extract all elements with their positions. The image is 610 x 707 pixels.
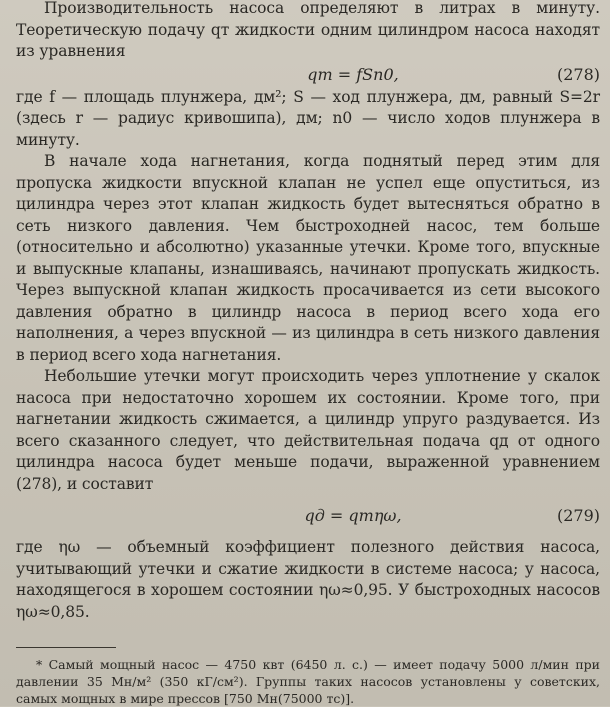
equation-278-formula: qт = fSn0, — [307, 65, 399, 84]
equation-279-formula: qд = qтηω, — [304, 505, 402, 525]
equation-278 — [16, 63, 600, 87]
equation-279 — [16, 503, 600, 527]
paragraph-3: В начале хода нагнетания, когда поднятый перед этим для пропуска жидкости впускной клапан не успел еще опуститься, из цилиндра через этот клапан жидкость будет вытесняться обратно в сеть низкого давления. Чем быстроходней насос, тем больше (относительно и абсолютно) указанные утечки. Кроме того, впускные и выпускные клапаны, изнашиваясь, начинают пропускать жидкость. Через выпускной клапан жидкость просачивается из сети высокого давления обратно в цилиндр насоса в период всего хода его наполнения, а через впускной — из цилиндра в сеть низкого давления в период всего хода нагнетания. — [16, 152, 600, 364]
paragraph-5: где ηω — объемный коэффициент полезного действия насоса, учитывающий утечки и сжатие жидкости в системе насоса; у насоса, находящегося в хорошем состоянии ηω≈0,95. У быстроходных насосов ηω≈0,85. — [16, 538, 600, 621]
paragraph-1: Производительность насоса определяют в литрах в минуту. Теоретическую подачу qт жидкости одним цилиндром насоса находят из уравнения — [16, 0, 600, 60]
equation-279-number: (279) — [556, 505, 600, 525]
footnote: * Самый мощный насос — 4750 квт (6450 л. с.) — имеет подачу 5000 л/мин при давлении 35 Мн/м² (350 кГ/см²). Группы таких насосов установлены у советских, самых мощных в мире прессов [750 Мн(75000 тс)]. — [16, 657, 600, 706]
footnote-divider — [16, 647, 116, 648]
paragraph-4: Небольшие утечки могут происходить через уплотнение у скалок насоса при недостаточно хорошем их состоянии. Кроме того, при нагнетании жидкость сжимается, а цилиндр упруго раздувается. Из всего сказанного следует, что действительная подача qд от одного цилиндра насоса будет меньше подачи, выраженной уравнением (278), и составит — [16, 367, 600, 493]
paragraph-2: где f — площадь плунжера, дм²; S — ход плунжера, дм, равный S=2r (здесь r — радиус кривошипа), дм; n0 — число ходов плунжера в минуту. — [16, 87, 600, 149]
equation-278-number: (278) — [556, 65, 600, 84]
text-body — [16, 0, 600, 707]
